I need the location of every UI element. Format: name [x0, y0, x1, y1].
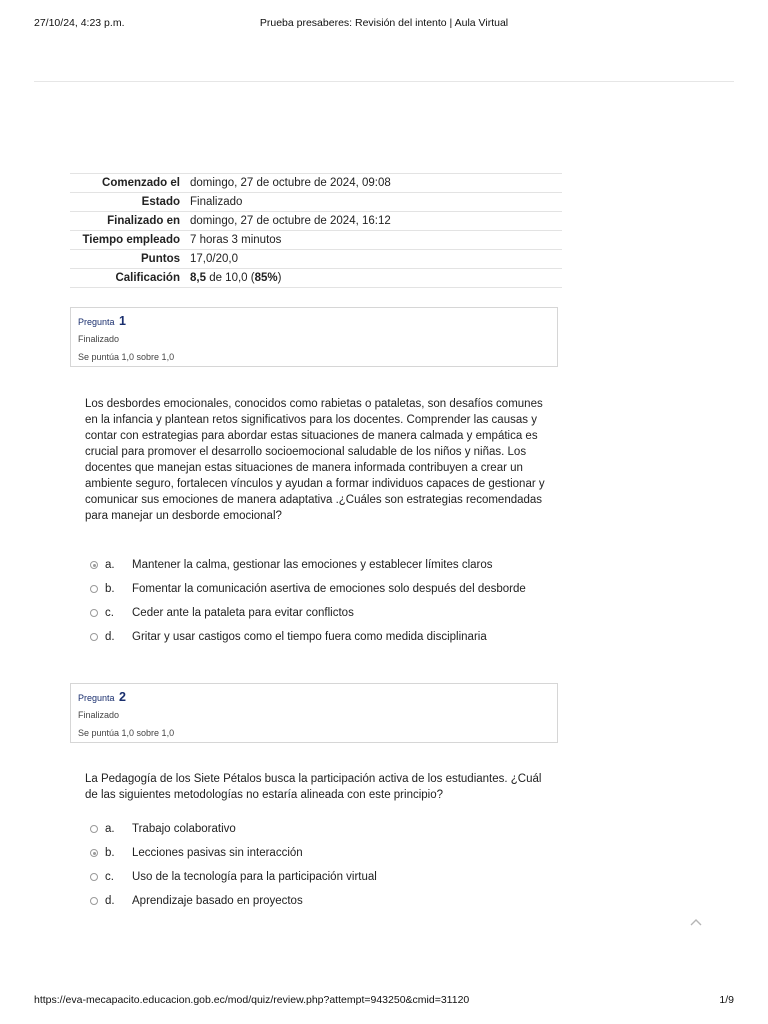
question-number-value: 2: [119, 690, 126, 704]
question-number: [78, 690, 550, 704]
answer-letter: d.: [105, 631, 115, 643]
summary-value: 17,0/20,0: [186, 250, 562, 269]
answer-text: Fomentar la comunicación asertiva de emociones solo después del desborde: [132, 583, 526, 595]
answer-text: Gritar y usar castigos como el tiempo fuera como medida disciplinaria: [132, 631, 487, 643]
answer-text: Ceder ante la pataleta para evitar conflictos: [132, 607, 354, 619]
attempt-summary-table: [70, 173, 562, 288]
grade-scale: de 10,0 (: [206, 272, 255, 284]
answer-text: Lecciones pasivas sin interacción: [132, 847, 303, 859]
answer-option[interactable]: [90, 841, 560, 865]
question-state: Finalizado: [78, 710, 120, 720]
radio-icon[interactable]: [90, 633, 98, 641]
radio-icon[interactable]: [90, 897, 98, 905]
answer-text: Mantener la calma, gestionar las emociones y establecer límites claros: [132, 559, 493, 571]
grade-score: 8,5: [190, 272, 206, 284]
radio-icon[interactable]: [90, 873, 98, 881]
page-url: https://eva-mecapacito.educacion.gob.ec/mod/quiz/review.php?attempt=943250&cmid=31120: [34, 994, 470, 1006]
answer-letter: c.: [105, 871, 114, 883]
question-grade: Se puntúa 1,0 sobre 1,0: [78, 352, 175, 362]
answer-option[interactable]: [90, 553, 560, 577]
answer-option[interactable]: [90, 865, 560, 889]
summary-row: [70, 250, 562, 269]
grade-close: ): [277, 272, 282, 284]
summary-label: Comenzado el: [70, 174, 186, 193]
answer-letter: d.: [105, 895, 115, 907]
summary-value: Finalizado: [186, 193, 562, 212]
answer-option[interactable]: [90, 601, 560, 625]
summary-row: [70, 212, 562, 231]
answer-option[interactable]: [90, 889, 560, 913]
radio-icon[interactable]: [90, 585, 98, 593]
answer-letter: b.: [105, 583, 115, 595]
question-info-box: [70, 683, 558, 743]
summary-row: [70, 269, 562, 288]
question-text: La Pedagogía de los Siete Pétalos busca la participación activa de los estudiantes. ¿Cuál de las siguientes metodologías no estaría alineada con este principio?: [85, 773, 542, 801]
radio-icon[interactable]: [90, 849, 98, 857]
summary-label: Estado: [70, 193, 186, 212]
summary-row: [70, 231, 562, 250]
summary-grade-value: [186, 269, 562, 288]
summary-label: Calificación: [70, 269, 186, 288]
question-number-value: 1: [119, 314, 126, 328]
answer-list: [90, 553, 560, 649]
grade-percent: 85%: [254, 272, 278, 284]
answer-text: Uso de la tecnología para la participación virtual: [132, 871, 377, 883]
summary-row: [70, 193, 562, 212]
summary-row: [70, 174, 562, 193]
print-datetime: 27/10/24, 4:23 p.m.: [34, 17, 125, 29]
answer-text: Trabajo colaborativo: [132, 823, 236, 835]
radio-icon[interactable]: [90, 609, 98, 617]
answer-option[interactable]: [90, 817, 560, 841]
answer-letter: b.: [105, 847, 115, 859]
print-footer: [34, 994, 734, 1008]
summary-label: Tiempo empleado: [70, 231, 186, 250]
question-text: Los desbordes emocionales, conocidos como rabietas o pataletas, son desafíos comunes en la infancia y plantean retos significativos para los docentes. Comprender las causas y contar con estrategias para abordar estas situaciones de manera calmada y empática es crucial para promover el desarrollo socioemocional saludable de los niños y niñas. Los docentes que manejan estas situaciones de manera informada contribuyen a crear un ambiente seguro, fortalecen vínculos y ayudan a formar individuos capaces de gestionar y comunicar sus emociones de manera adaptativa .¿Cuáles son estrategias recomendadas para manejar un desborde emocional?: [85, 398, 545, 522]
answer-option[interactable]: [90, 577, 560, 601]
question-prefix: Pregunta: [78, 317, 115, 327]
radio-icon[interactable]: [90, 825, 98, 833]
question-info-box: [70, 307, 558, 367]
question-number: [78, 314, 550, 328]
summary-label: Finalizado en: [70, 212, 186, 231]
question-prefix: Pregunta: [78, 693, 115, 703]
print-page-title: Prueba presaberes: Revisión del intento | Aula Virtual: [259, 17, 509, 29]
radio-icon[interactable]: [90, 561, 98, 569]
chevron-up-icon[interactable]: [686, 912, 706, 932]
summary-value: domingo, 27 de octubre de 2024, 16:12: [186, 212, 562, 231]
summary-value: 7 horas 3 minutos: [186, 231, 562, 250]
summary-label: Puntos: [70, 250, 186, 269]
divider: [34, 81, 734, 82]
print-header: [34, 17, 734, 31]
answer-list: [90, 817, 560, 913]
question-grade: Se puntúa 1,0 sobre 1,0: [78, 728, 175, 738]
page-counter: 1/9: [719, 994, 734, 1006]
answer-text: Aprendizaje basado en proyectos: [132, 895, 303, 907]
answer-letter: a.: [105, 823, 115, 835]
summary-value: domingo, 27 de octubre de 2024, 09:08: [186, 174, 562, 193]
answer-letter: c.: [105, 607, 114, 619]
answer-option[interactable]: [90, 625, 560, 649]
answer-letter: a.: [105, 559, 115, 571]
question-state: Finalizado: [78, 334, 120, 344]
